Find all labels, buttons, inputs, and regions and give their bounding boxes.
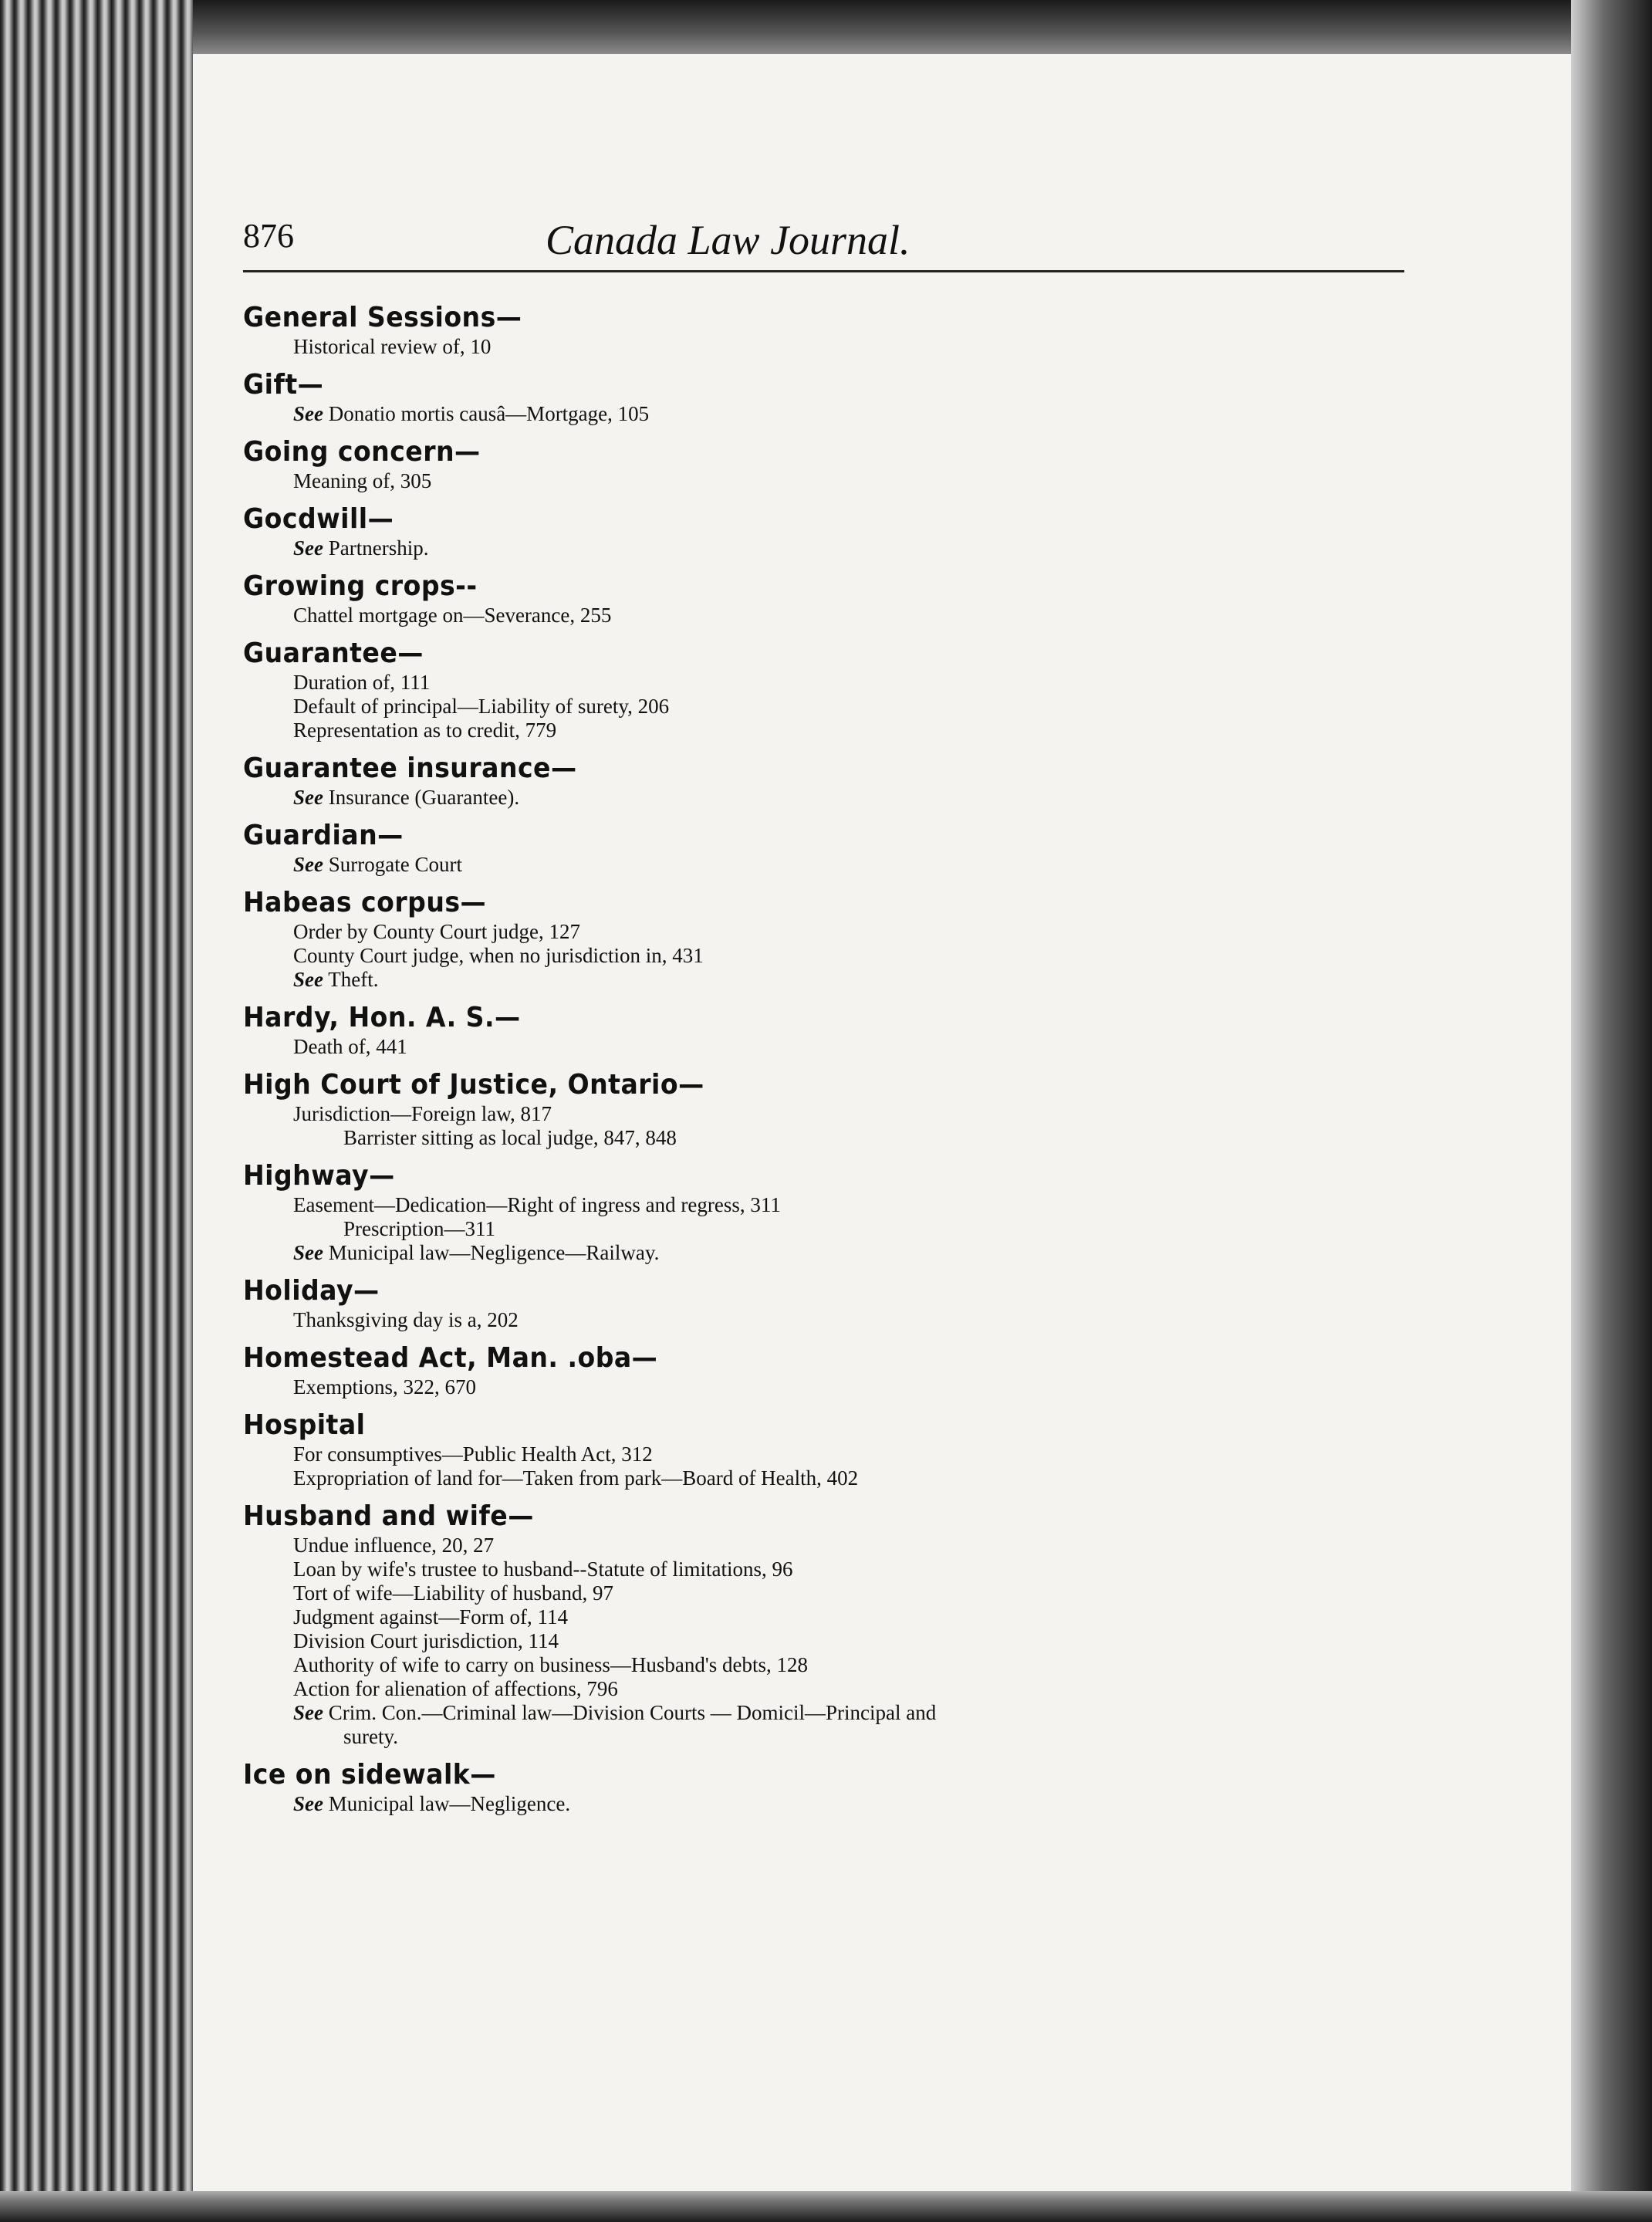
index-entry (243, 1409, 1478, 1490)
entry-line (243, 1557, 1478, 1581)
entry-line (243, 1193, 1478, 1217)
entry-line (243, 968, 1478, 992)
index-entry (243, 1068, 1478, 1150)
index-entry (243, 1159, 1478, 1265)
entry-line (243, 1035, 1478, 1059)
entry-line-text: Exemptions, 322, 670 (293, 1375, 476, 1398)
running-header (243, 216, 1400, 270)
see-reference-label: See (293, 1241, 323, 1264)
entry-heading: Husband and wife— (243, 1500, 534, 1532)
entry-line-text: Representation as to credit, 779 (293, 719, 557, 742)
entry-heading: Highway— (243, 1160, 395, 1192)
entry-heading: Guardian— (243, 820, 404, 851)
scan-top-edge (0, 0, 1652, 54)
index-entry (243, 368, 1478, 426)
entry-line (243, 695, 1478, 719)
entry-heading: Guarantee insurance— (243, 753, 577, 784)
index-entry (243, 1274, 1478, 1332)
entry-line-text: Default of principal—Liability of surety, 206 (293, 695, 670, 718)
entry-heading: Guarantee— (243, 638, 424, 669)
entry-line (243, 1466, 1478, 1490)
index-entry (243, 435, 1478, 493)
entry-line (243, 1629, 1478, 1653)
entry-heading: Homestead Act, Man. .oba— (243, 1342, 658, 1374)
entry-line (243, 469, 1478, 493)
entry-line (243, 1308, 1478, 1332)
entry-line-text: Easement—Dedication—Right of ingress and regress, 311 (293, 1193, 781, 1216)
entry-line-text: Crim. Con.—Criminal law—Division Courts — Domicil—Principal and (328, 1701, 937, 1724)
entry-line (243, 1241, 1478, 1265)
index-entry (243, 570, 1478, 627)
entry-line (243, 1653, 1478, 1677)
index-entry (243, 1001, 1478, 1059)
entry-heading: Growing crops-- (243, 570, 478, 602)
entry-line (243, 920, 1478, 944)
entry-line (243, 1725, 1478, 1749)
entry-line (243, 719, 1478, 742)
entry-heading: High Court of Justice, Ontario— (243, 1069, 704, 1101)
entry-line-text: Judgment against—Form of, 114 (293, 1605, 568, 1628)
entry-line-text: Meaning of, 305 (293, 469, 432, 492)
entry-line-text: Duration of, 111 (293, 671, 431, 694)
entry-line (243, 335, 1478, 359)
entry-line-text: Partnership. (328, 536, 429, 560)
entry-line (243, 1701, 1478, 1725)
entry-line-text: Chattel mortgage on—Severance, 255 (293, 604, 612, 627)
entry-line-text: For consumptives—Public Health Act, 312 (293, 1442, 653, 1466)
see-reference-label: See (293, 1701, 323, 1724)
entry-line (243, 536, 1478, 560)
index-entry (243, 1341, 1478, 1399)
see-reference-label: See (293, 786, 323, 809)
index-entry (243, 637, 1478, 742)
entry-line (243, 1102, 1478, 1126)
entry-line-text: Donatio mortis causâ—Mortgage, 105 (328, 402, 650, 425)
see-reference-label: See (293, 853, 323, 876)
index-entries (243, 301, 1478, 1825)
entry-line (243, 1605, 1478, 1629)
index-entry (243, 886, 1478, 992)
entry-line (243, 1581, 1478, 1605)
entry-line (243, 1792, 1478, 1816)
entry-line-text: Death of, 441 (293, 1035, 407, 1058)
entry-line (243, 1677, 1478, 1701)
entry-line-text: Tort of wife—Liability of husband, 97 (293, 1581, 614, 1605)
entry-line-text: Thanksgiving day is a, 202 (293, 1308, 519, 1331)
entry-line-text: Municipal law—Negligence. (328, 1792, 571, 1815)
entry-heading: Holiday— (243, 1275, 380, 1307)
header-rule (243, 270, 1404, 272)
entry-line (243, 1534, 1478, 1557)
entry-line-text: Jurisdiction—Foreign law, 817 (293, 1102, 552, 1125)
entry-line (243, 1126, 1478, 1150)
index-entry (243, 819, 1478, 877)
see-reference-label: See (293, 536, 323, 560)
index-entry (243, 502, 1478, 560)
entry-line-text: Insurance (Guarantee). (328, 786, 520, 809)
scan-right-edge (1571, 0, 1652, 2222)
entry-line-text: Surrogate Court (328, 853, 462, 876)
entry-line-text: Action for alienation of affections, 796 (293, 1677, 618, 1700)
entry-line-text: Municipal law—Negligence—Railway. (328, 1241, 660, 1264)
entry-heading: Ice on sidewalk— (243, 1759, 496, 1791)
entry-line-text: Expropriation of land for—Taken from park—Board of Health, 402 (293, 1466, 859, 1490)
entry-line-text: Order by County Court judge, 127 (293, 920, 580, 943)
entry-line-text: Prescription—311 (343, 1217, 495, 1240)
entry-line-text: surety. (343, 1725, 398, 1748)
entry-line (243, 402, 1478, 426)
entry-line-text: Undue influence, 20, 27 (293, 1534, 495, 1557)
see-reference-label: See (293, 402, 323, 425)
entry-line (243, 1375, 1478, 1399)
entry-line-text: Theft. (328, 968, 379, 991)
entry-line (243, 671, 1478, 695)
entry-line-text: Barrister sitting as local judge, 847, 848 (343, 1126, 677, 1149)
page-number: 876 (243, 217, 294, 255)
entry-line (243, 786, 1478, 810)
entry-line (243, 853, 1478, 877)
see-reference-label: See (293, 968, 323, 991)
entry-heading: Hardy, Hon. A. S.— (243, 1002, 521, 1033)
scan-bottom-edge (0, 2191, 1652, 2222)
index-entry (243, 301, 1478, 359)
entry-heading: General Sessions— (243, 302, 522, 333)
entry-line (243, 1217, 1478, 1241)
entry-line (243, 1442, 1478, 1466)
entry-line-text: Division Court jurisdiction, 114 (293, 1629, 559, 1652)
entry-line-text: Loan by wife's trustee to husband--Statute of limitations, 96 (293, 1557, 793, 1581)
see-reference-label: See (293, 1792, 323, 1815)
index-entry (243, 1500, 1478, 1749)
entry-line (243, 944, 1478, 968)
entry-line (243, 604, 1478, 627)
index-entry (243, 1758, 1478, 1816)
entry-heading: Habeas corpus— (243, 887, 487, 918)
book-binding (0, 0, 193, 2222)
entry-heading: Hospital (243, 1409, 366, 1441)
entry-line-text: Historical review of, 10 (293, 335, 492, 358)
entry-line-text: Authority of wife to carry on business—Husband's debts, 128 (293, 1653, 809, 1676)
index-entry (243, 752, 1478, 810)
journal-title: Canada Law Journal. (546, 217, 910, 263)
entry-line-text: County Court judge, when no jurisdiction in, 431 (293, 944, 704, 967)
entry-heading: Gift— (243, 369, 324, 401)
entry-heading: Going concern— (243, 436, 481, 468)
entry-heading: Gocdwill— (243, 503, 394, 535)
